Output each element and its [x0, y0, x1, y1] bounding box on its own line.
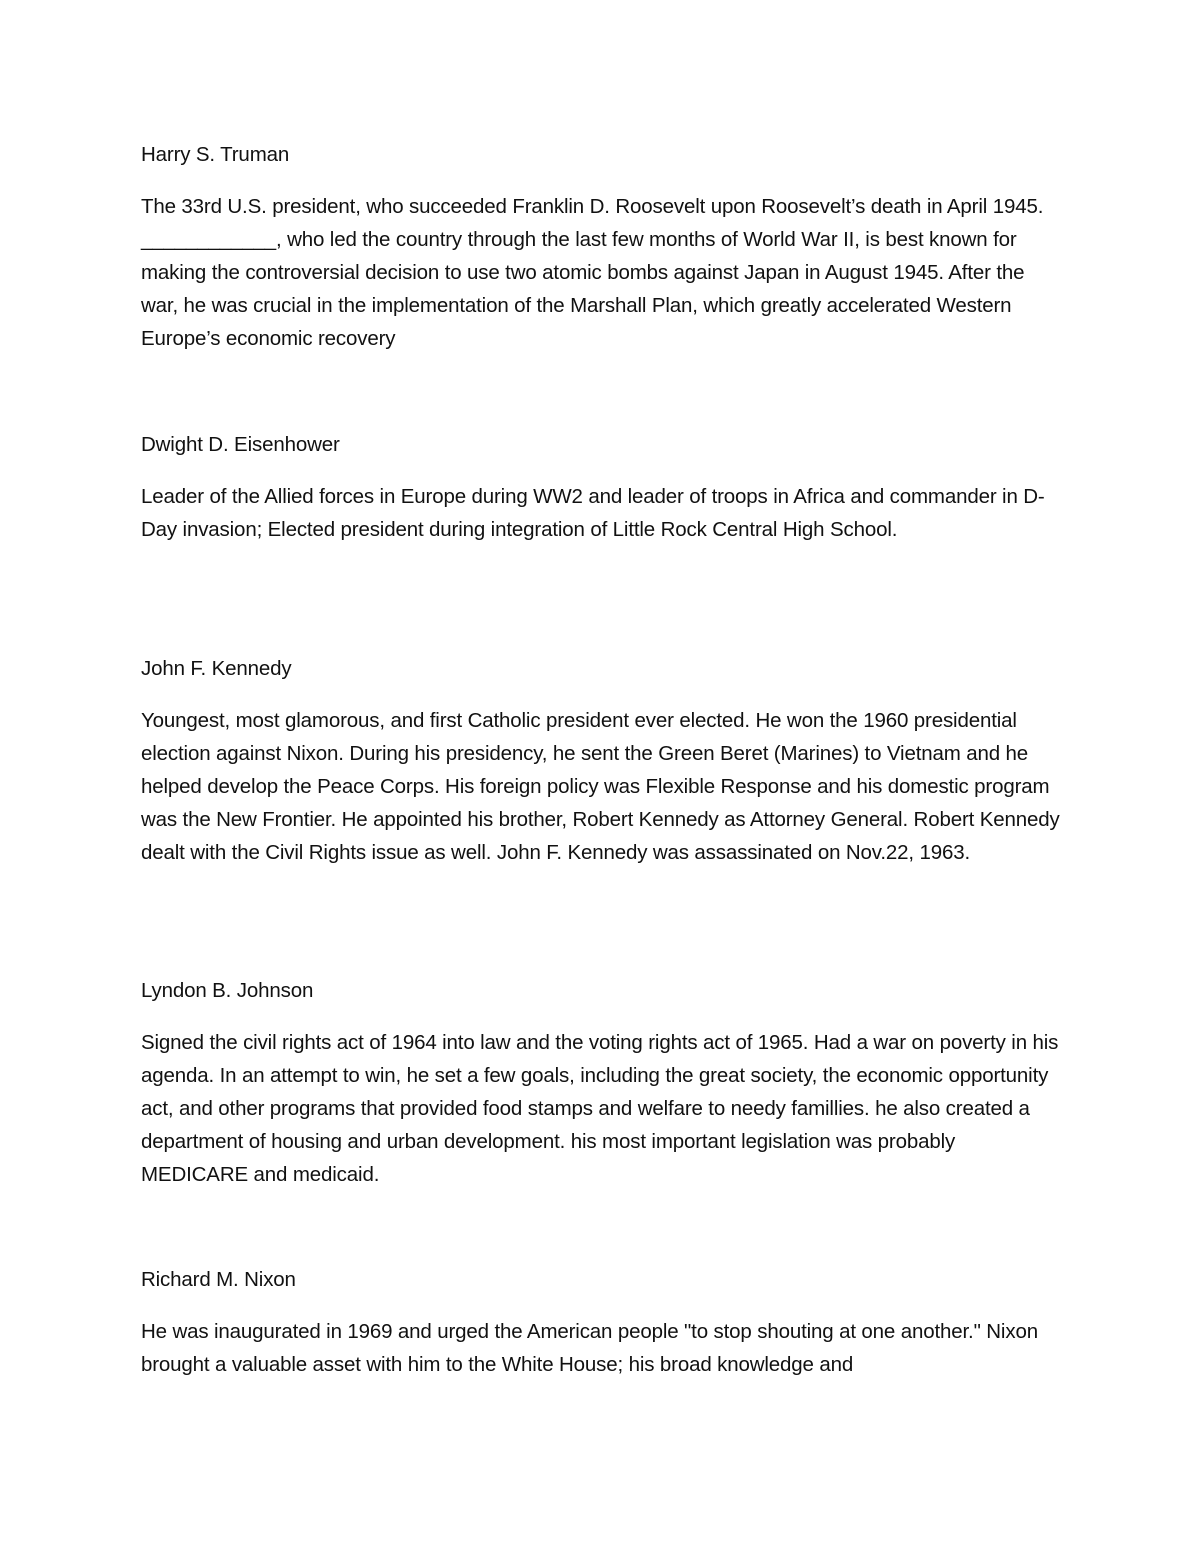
- entry-title: Harry S. Truman: [141, 143, 290, 166]
- entry-johnson: [141, 974, 1061, 1263]
- entry-title: Richard M. Nixon: [141, 1268, 296, 1291]
- entry-nixon: [141, 1263, 1061, 1381]
- entry-body: The 33rd U.S. president, who succeeded Franklin D. Roosevelt upon Roosevelt’s death in April 1945. ____________, who led the country through the last few months of World War II, is best known for making the controversial decision to use two atomic bombs against Japan in August 1945. After the war, he was crucial in the implementation of the Marshall Plan, which greatly accelerated Western Europe’s economic recovery: [141, 195, 1044, 350]
- entry-body: Signed the civil rights act of 1964 into law and the voting rights act of 1965. Had a war on poverty in his agenda. In an attempt to win, he set a few goals, including the great society, the economic opportunity act, and other programs that provided food stamps and welfare to needy famillies. he also created a department of housing and urban development. his most important legislation was probably MEDICARE and medicaid.: [141, 1031, 1059, 1186]
- entry-body: Leader of the Allied forces in Europe during WW2 and leader of troops in Africa and commander in D-Day invasion; Elected president during integration of Little Rock Central High School.: [141, 485, 1045, 541]
- entry-body: He was inaugurated in 1969 and urged the American people "to stop shouting at one another." Nixon brought a valuable asset with him to the White House; his broad knowledge and: [141, 1320, 1038, 1376]
- entry-body: Youngest, most glamorous, and first Catholic president ever elected. He won the 1960 presidential election against Nixon. During his presidency, he sent the Green Beret (Marines) to Vietnam and he helped develop the Peace Corps. His foreign policy was Flexible Response and his domestic program was the New Frontier. He appointed his brother, Robert Kennedy as Attorney General. Robert Kennedy dealt with the Civil Rights issue as well. John F. Kennedy was assassinated on Nov.22, 1963.: [141, 709, 1060, 864]
- entry-title: Lyndon B. Johnson: [141, 979, 314, 1002]
- entry-truman: [141, 138, 1061, 428]
- entry-title: John F. Kennedy: [141, 657, 292, 680]
- entry-kennedy: [141, 652, 1061, 974]
- entry-title: Dwight D. Eisenhower: [141, 433, 340, 456]
- entry-eisenhower: [141, 428, 1061, 652]
- document-content: [141, 138, 1061, 1381]
